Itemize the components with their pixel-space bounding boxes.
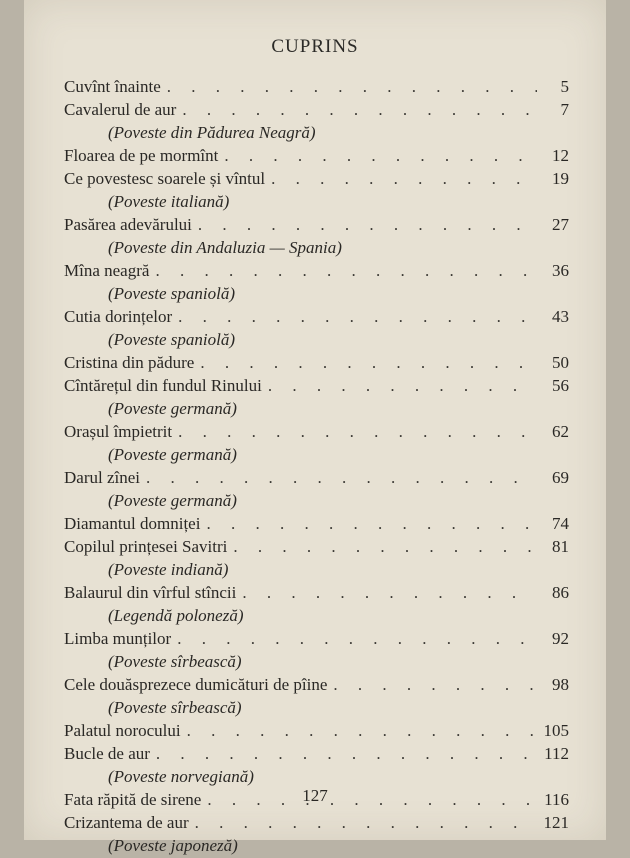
toc-entry-title: Limba munților <box>64 629 172 648</box>
toc-entry <box>64 145 569 168</box>
dot-leader <box>178 421 537 442</box>
toc-entry-title: Cavalerul de aur <box>64 100 177 119</box>
toc-entry-page: 81 <box>552 537 569 556</box>
toc-entry-subtitle: (Legendă poloneză) <box>108 606 244 625</box>
dot-leader <box>198 214 537 235</box>
toc-entry-subtitle: (Poveste italiană) <box>108 192 230 211</box>
toc-entry-page: 62 <box>552 422 569 441</box>
toc-entry-page: 98 <box>552 675 569 694</box>
toc-entry <box>64 421 569 444</box>
dot-leader <box>200 352 537 373</box>
dot-leader <box>268 375 537 396</box>
toc-entry-subtitle: (Poveste germană) <box>108 399 237 418</box>
toc-entry <box>64 306 569 329</box>
toc-entry-page: 56 <box>552 376 569 395</box>
dot-leader <box>195 812 537 833</box>
toc-entry-title: Diamantul domniței <box>64 514 201 533</box>
toc-entry-subtitle: (Poveste din Pădurea Neagră) <box>108 123 316 142</box>
toc-entry <box>64 467 569 490</box>
toc-entry-page: 7 <box>560 100 569 119</box>
toc-entry-subtitle: (Poveste din Andaluzia — Spania) <box>108 238 342 257</box>
toc-entry-page: 92 <box>552 629 569 648</box>
toc-entry-title: Darul zînei <box>64 468 140 487</box>
toc-entry-title: Floarea de pe mormînt <box>64 146 219 165</box>
toc-entry-title: Copilul prințesei Savitri <box>64 537 228 556</box>
toc-entry-subtitle: (Poveste sîrbească) <box>108 698 242 717</box>
dot-leader <box>206 513 537 534</box>
dot-leader <box>333 674 537 695</box>
toc-entry-title: Cristina din pădure <box>64 353 195 372</box>
toc-entry-title: Fata răpită de sirene <box>64 790 202 809</box>
toc-entry-title: Mîna neagră <box>64 261 150 280</box>
dot-leader <box>187 720 537 741</box>
toc-entry-subtitle: (Poveste norvegiană) <box>108 767 254 786</box>
table-of-contents <box>64 76 569 858</box>
toc-entry-page: 86 <box>552 583 569 602</box>
dot-leader <box>224 145 537 166</box>
toc-entry-page: 105 <box>543 721 569 740</box>
dot-leader <box>242 582 537 603</box>
dot-leader <box>271 168 537 189</box>
toc-entry-page: 69 <box>552 468 569 487</box>
dot-leader <box>233 536 537 557</box>
toc-entry <box>64 214 569 237</box>
toc-entry <box>64 260 569 283</box>
toc-entry <box>64 513 569 536</box>
dot-leader <box>178 306 537 327</box>
toc-entry-title: Orașul împietrit <box>64 422 173 441</box>
toc-entry-page: 36 <box>552 261 569 280</box>
toc-entry-subtitle: (Poveste germană) <box>108 445 237 464</box>
toc-entry-title: Cele douăsprezece dumicături de pîine <box>64 675 328 694</box>
toc-entry-title: Cuvînt înainte <box>64 77 161 96</box>
toc-entry-title: Balaurul din vîrful stîncii <box>64 583 237 602</box>
toc-entry-page: 116 <box>544 790 569 809</box>
book-page <box>24 0 606 855</box>
toc-entry <box>64 674 569 697</box>
toc-entry-subtitle: (Poveste japoneză) <box>108 836 238 855</box>
dot-leader <box>155 260 537 281</box>
toc-entry-subtitle: (Poveste spaniolă) <box>108 330 235 349</box>
toc-entry-subtitle: (Poveste indiană) <box>108 560 229 579</box>
toc-entry-title: Palatul norocului <box>64 721 181 740</box>
dot-leader <box>156 743 537 764</box>
toc-entry-page: 5 <box>560 77 569 96</box>
toc-entry-page: 19 <box>552 169 569 188</box>
toc-entry <box>64 375 569 398</box>
toc-entry-title: Cutia dorințelor <box>64 307 173 326</box>
toc-entry-page: 27 <box>552 215 569 234</box>
toc-entry <box>64 76 569 99</box>
toc-entry <box>64 352 569 375</box>
toc-entry-page: 43 <box>552 307 569 326</box>
toc-entry-page: 121 <box>543 813 569 832</box>
toc-entry <box>64 628 569 651</box>
toc-entry-subtitle: (Poveste sîrbească) <box>108 652 242 671</box>
dot-leader <box>146 467 537 488</box>
toc-entry <box>64 99 569 122</box>
toc-entry-title: Ce povestesc soarele și vîntul <box>64 169 266 188</box>
toc-entry <box>64 720 569 743</box>
toc-entry-page: 12 <box>552 146 569 165</box>
toc-entry-subtitle: (Poveste spaniolă) <box>108 284 235 303</box>
toc-entry <box>64 743 569 766</box>
toc-entry-title: Cîntărețul din fundul Rinului <box>64 376 262 395</box>
toc-entry-title: Pasărea adevărului <box>64 215 192 234</box>
toc-entry <box>64 168 569 191</box>
toc-entry-title: Crizantema de aur <box>64 813 189 832</box>
toc-entry-page: 74 <box>552 514 569 533</box>
dot-leader <box>177 628 537 649</box>
toc-entry-page: 50 <box>552 353 569 372</box>
toc-entry-page: 112 <box>544 744 569 763</box>
page-title: CUPRINS <box>271 36 359 57</box>
toc-entry-title: Bucle de aur <box>64 744 150 763</box>
dot-leader <box>167 76 537 97</box>
toc-entry <box>64 536 569 559</box>
page-number: 127 <box>302 786 328 805</box>
toc-entry <box>64 812 569 835</box>
toc-entry-subtitle: (Poveste germană) <box>108 491 237 510</box>
dot-leader <box>182 99 537 120</box>
toc-entry <box>64 582 569 605</box>
